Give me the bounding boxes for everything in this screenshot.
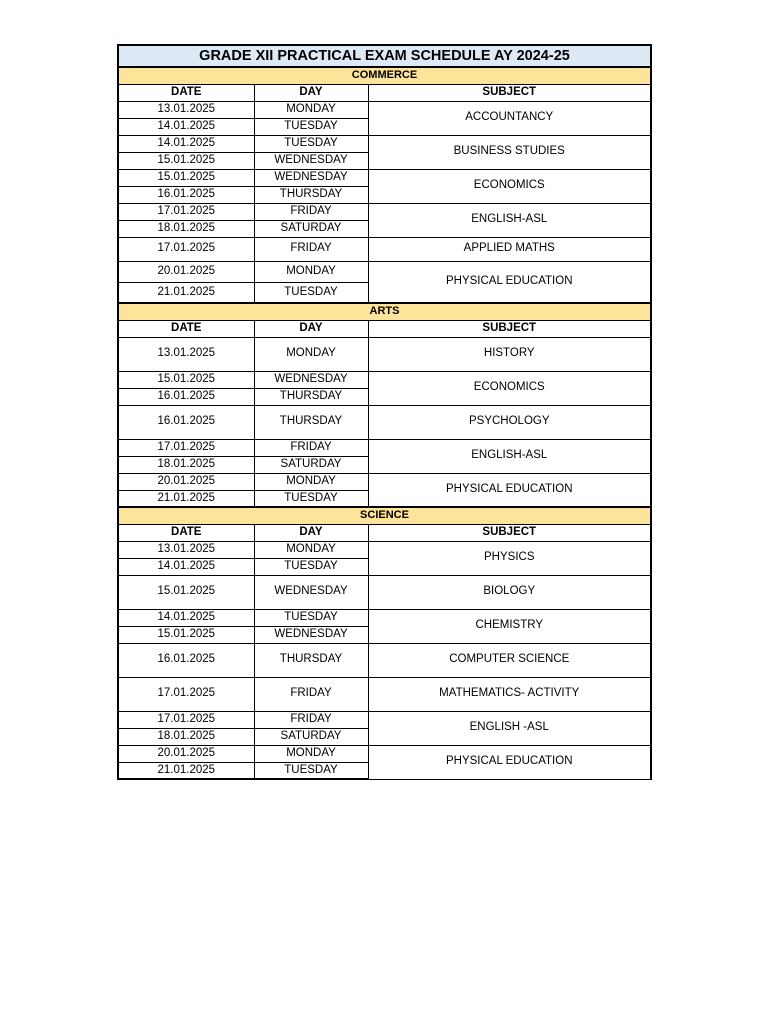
- date-cell: 20.01.2025: [118, 261, 254, 282]
- table-row: [118, 101, 651, 118]
- column-header-row: [118, 84, 651, 101]
- date-cell: 21.01.2025: [118, 282, 254, 303]
- subject-cell: ENGLISH-ASL: [368, 203, 651, 237]
- day-cell: MONDAY: [254, 261, 368, 282]
- subject-cell: HISTORY: [368, 337, 651, 371]
- day-cell: FRIDAY: [254, 711, 368, 728]
- table-row: [118, 337, 651, 371]
- table-row: [118, 203, 651, 220]
- day-cell: WEDNESDAY: [254, 371, 368, 388]
- date-cell: 13.01.2025: [118, 101, 254, 118]
- table-row: [118, 237, 651, 261]
- table-row: [118, 541, 651, 558]
- subject-cell: ECONOMICS: [368, 371, 651, 405]
- date-cell: 17.01.2025: [118, 203, 254, 220]
- section-row: [118, 303, 651, 320]
- day-cell: MONDAY: [254, 337, 368, 371]
- day-cell: WEDNESDAY: [254, 169, 368, 186]
- date-cell: 21.01.2025: [118, 490, 254, 507]
- day-cell: TUESDAY: [254, 490, 368, 507]
- date-cell: 15.01.2025: [118, 371, 254, 388]
- day-cell: FRIDAY: [254, 439, 368, 456]
- section-label: ARTS: [118, 303, 651, 320]
- date-cell: 13.01.2025: [118, 337, 254, 371]
- day-cell: FRIDAY: [254, 237, 368, 261]
- date-cell: 16.01.2025: [118, 405, 254, 439]
- table-row: [118, 169, 651, 186]
- table-row: [118, 677, 651, 711]
- day-cell: MONDAY: [254, 541, 368, 558]
- date-cell: 21.01.2025: [118, 762, 254, 779]
- day-cell: TUESDAY: [254, 558, 368, 575]
- subject-cell: BUSINESS STUDIES: [368, 135, 651, 169]
- table-row: [118, 439, 651, 456]
- table-row: [118, 643, 651, 677]
- day-cell: WEDNESDAY: [254, 152, 368, 169]
- day-cell: MONDAY: [254, 745, 368, 762]
- day-cell: SATURDAY: [254, 728, 368, 745]
- subject-cell: ENGLISH-ASL: [368, 439, 651, 473]
- section-row: [118, 67, 651, 84]
- subject-cell: MATHEMATICS- ACTIVITY: [368, 677, 651, 711]
- subject-cell: PHYSICAL EDUCATION: [368, 745, 651, 779]
- subject-cell: PHYSICAL EDUCATION: [368, 261, 651, 303]
- subject-cell: COMPUTER SCIENCE: [368, 643, 651, 677]
- exam-schedule-body: [118, 45, 651, 779]
- day-cell: THURSDAY: [254, 405, 368, 439]
- date-cell: 16.01.2025: [118, 388, 254, 405]
- day-cell: TUESDAY: [254, 135, 368, 152]
- subject-cell: ACCOUNTANCY: [368, 101, 651, 135]
- table-row: [118, 473, 651, 490]
- title-row: [118, 45, 651, 67]
- day-cell: TUESDAY: [254, 118, 368, 135]
- day-cell: SATURDAY: [254, 220, 368, 237]
- date-cell: 17.01.2025: [118, 677, 254, 711]
- date-cell: 14.01.2025: [118, 135, 254, 152]
- column-header-day: DAY: [254, 524, 368, 541]
- table-row: [118, 711, 651, 728]
- subject-cell: PHYSICS: [368, 541, 651, 575]
- day-cell: TUESDAY: [254, 762, 368, 779]
- table-row: [118, 609, 651, 626]
- date-cell: 15.01.2025: [118, 169, 254, 186]
- table-row: [118, 371, 651, 388]
- column-header-row: [118, 524, 651, 541]
- subject-cell: ENGLISH -ASL: [368, 711, 651, 745]
- date-cell: 18.01.2025: [118, 728, 254, 745]
- day-cell: FRIDAY: [254, 203, 368, 220]
- date-cell: 14.01.2025: [118, 118, 254, 135]
- date-cell: 15.01.2025: [118, 575, 254, 609]
- table-row: [118, 745, 651, 762]
- column-header-subject: SUBJECT: [368, 84, 651, 101]
- day-cell: TUESDAY: [254, 609, 368, 626]
- column-header-subject: SUBJECT: [368, 320, 651, 337]
- section-label: COMMERCE: [118, 67, 651, 84]
- date-cell: 16.01.2025: [118, 643, 254, 677]
- date-cell: 16.01.2025: [118, 186, 254, 203]
- column-header-day: DAY: [254, 84, 368, 101]
- section-row: [118, 507, 651, 524]
- column-header-date: DATE: [118, 84, 254, 101]
- day-cell: MONDAY: [254, 473, 368, 490]
- date-cell: 17.01.2025: [118, 439, 254, 456]
- day-cell: THURSDAY: [254, 388, 368, 405]
- column-header-subject: SUBJECT: [368, 524, 651, 541]
- date-cell: 17.01.2025: [118, 711, 254, 728]
- column-header-day: DAY: [254, 320, 368, 337]
- table-row: [118, 405, 651, 439]
- column-header-date: DATE: [118, 320, 254, 337]
- date-cell: 17.01.2025: [118, 237, 254, 261]
- table-row: [118, 575, 651, 609]
- date-cell: 18.01.2025: [118, 220, 254, 237]
- exam-schedule-table: [117, 44, 652, 780]
- day-cell: MONDAY: [254, 101, 368, 118]
- date-cell: 20.01.2025: [118, 745, 254, 762]
- subject-cell: CHEMISTRY: [368, 609, 651, 643]
- day-cell: TUESDAY: [254, 282, 368, 303]
- date-cell: 20.01.2025: [118, 473, 254, 490]
- date-cell: 15.01.2025: [118, 626, 254, 643]
- subject-cell: PSYCHOLOGY: [368, 405, 651, 439]
- date-cell: 15.01.2025: [118, 152, 254, 169]
- schedule-title: GRADE XII PRACTICAL EXAM SCHEDULE AY 2024-25: [118, 45, 651, 67]
- subject-cell: BIOLOGY: [368, 575, 651, 609]
- day-cell: THURSDAY: [254, 186, 368, 203]
- day-cell: THURSDAY: [254, 643, 368, 677]
- date-cell: 13.01.2025: [118, 541, 254, 558]
- table-row: [118, 135, 651, 152]
- day-cell: WEDNESDAY: [254, 575, 368, 609]
- day-cell: SATURDAY: [254, 456, 368, 473]
- column-header-date: DATE: [118, 524, 254, 541]
- section-label: SCIENCE: [118, 507, 651, 524]
- table-row: [118, 261, 651, 282]
- column-header-row: [118, 320, 651, 337]
- day-cell: FRIDAY: [254, 677, 368, 711]
- subject-cell: APPLIED MATHS: [368, 237, 651, 261]
- subject-cell: PHYSICAL EDUCATION: [368, 473, 651, 507]
- subject-cell: ECONOMICS: [368, 169, 651, 203]
- date-cell: 14.01.2025: [118, 609, 254, 626]
- date-cell: 14.01.2025: [118, 558, 254, 575]
- date-cell: 18.01.2025: [118, 456, 254, 473]
- day-cell: WEDNESDAY: [254, 626, 368, 643]
